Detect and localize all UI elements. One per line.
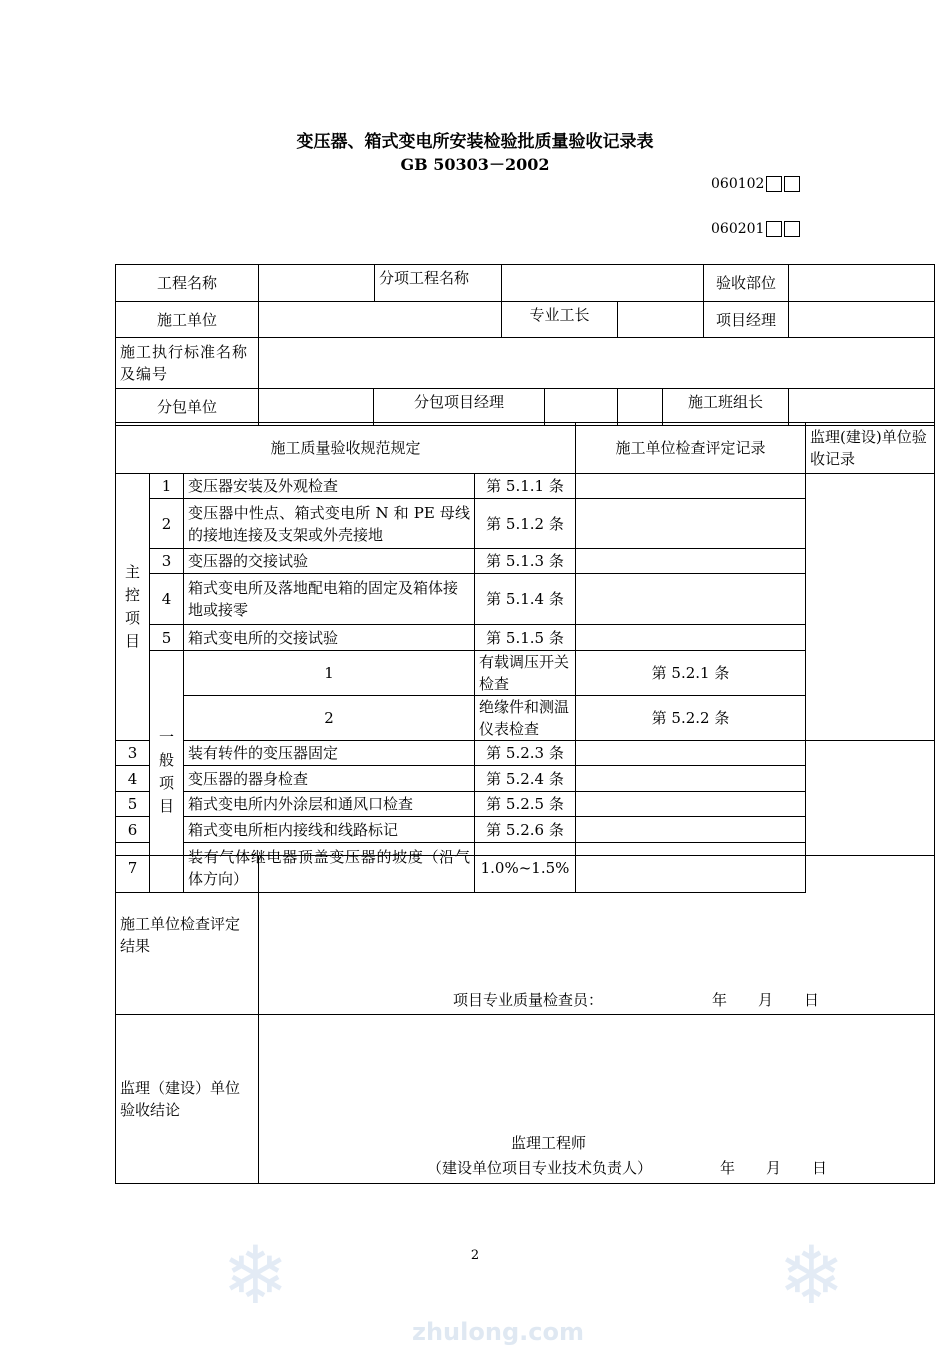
date-day: 日 [804, 991, 820, 1009]
page-number: 2 [470, 1248, 480, 1263]
check-record-cell[interactable] [576, 574, 806, 625]
subcontractor-value[interactable] [259, 389, 374, 426]
conclusion-area[interactable] [259, 1015, 935, 1184]
check-record-cell[interactable] [576, 766, 806, 792]
watermark-snowflake-icon-right: ❄ [778, 1229, 846, 1322]
item-description: 装有气体继电器顶盖变压器的坡度（沿气体方向） [184, 843, 475, 893]
item-clause: 1.0%~1.5% [475, 843, 576, 893]
sub-pm-label: 分包项目经理 [374, 389, 618, 426]
pm-label: 项目经理 [704, 302, 789, 338]
check-record-cell[interactable] [576, 549, 806, 574]
item-clause: 第 5.1.4 条 [475, 574, 576, 625]
code-box [766, 221, 782, 237]
conclusion-table [115, 855, 935, 1184]
item-clause: 第 5.2.3 条 [475, 741, 576, 766]
item-description: 绝缘件和测温仪表检查 [475, 696, 576, 741]
item-description: 有载调压开关检查 [475, 651, 576, 696]
item-number: 1 [184, 651, 475, 696]
spec-column-header: 施工质量验收规范规定 [116, 423, 576, 474]
conclusion-label: 监理（建设）单位验收结论 [116, 1015, 259, 1184]
construction-unit-label: 施工单位 [116, 302, 259, 338]
item-number: 3 [150, 549, 184, 574]
item-clause: 第 5.1.5 条 [475, 625, 576, 651]
sub-project-label: 分项工程名称 [379, 269, 470, 287]
standard-value[interactable] [259, 338, 935, 389]
check-result-label: 施工单位检查评定结果 [116, 856, 259, 1015]
item-description: 变压器安装及外观检查 [184, 474, 475, 499]
check-record-cell[interactable] [576, 499, 806, 549]
construction-unit-value[interactable] [259, 302, 618, 338]
item-clause: 第 5.2.4 条 [475, 766, 576, 792]
supervision-column-header: 监理(建设)单位验收记录 [806, 423, 935, 474]
team-leader-label: 施工班组长 [618, 389, 789, 426]
item-number: 2 [150, 499, 184, 549]
item-number: 5 [116, 792, 150, 817]
item-number: 3 [116, 741, 150, 766]
code-box [784, 176, 800, 192]
header-table [115, 264, 935, 426]
inspector-label: 项目专业质量检查员： [453, 991, 604, 1009]
document-title: 变压器、箱式变电所安装检验批质量验收记录表 [296, 132, 654, 152]
code-row-2 [711, 221, 800, 237]
accept-part-value[interactable] [789, 265, 935, 302]
item-clause: 第 5.1.2 条 [475, 499, 576, 549]
check-result-area[interactable] [259, 856, 935, 1015]
item-description: 变压器中性点、箱式变电所 N 和 PE 母线的接地连接及支架或外壳接地 [184, 499, 475, 549]
date-day: 日 [812, 1159, 828, 1177]
date-month: 月 [766, 1159, 782, 1177]
item-clause: 第 5.2.5 条 [475, 792, 576, 817]
pm-value[interactable] [789, 302, 935, 338]
code-box [766, 176, 782, 192]
item-description: 箱式变电所的交接试验 [184, 625, 475, 651]
item-description: 箱式变电所及落地配电箱的固定及箱体接地或接零 [184, 574, 475, 625]
item-clause: 第 5.1.1 条 [475, 474, 576, 499]
item-description: 箱式变电所内外涂层和通风口检查 [184, 792, 475, 817]
item-number: 1 [150, 474, 184, 499]
item-clause: 第 5.2.1 条 [576, 651, 806, 696]
item-number: 6 [116, 817, 150, 843]
project-name-label: 工程名称 [116, 265, 259, 302]
owner-rep-label: （建设单位项目专业技术负责人） [427, 1159, 653, 1177]
general-items-group-label: 一般项目 [150, 651, 184, 893]
main-items-group-label: 主控项目 [116, 474, 150, 741]
item-number: 2 [184, 696, 475, 741]
item-number: 5 [150, 625, 184, 651]
date-month: 月 [758, 991, 774, 1009]
subcontractor-label: 分包单位 [116, 389, 259, 426]
item-clause: 第 5.2.6 条 [475, 817, 576, 843]
items-table [115, 422, 935, 893]
code-row-1 [711, 176, 800, 192]
item-number: 7 [116, 843, 150, 893]
item-clause: 第 5.2.2 条 [576, 696, 806, 741]
code-number: 060102 [711, 176, 765, 192]
engineer-label: 监理工程师 [511, 1134, 587, 1152]
date-year: 年 [720, 1159, 736, 1177]
item-description: 变压器的交接试验 [184, 549, 475, 574]
check-column-header: 施工单位检查评定记录 [576, 423, 806, 474]
supervision-record-main[interactable] [806, 474, 935, 741]
check-record-cell[interactable] [576, 741, 806, 766]
check-record-cell[interactable] [576, 792, 806, 817]
check-record-cell[interactable] [576, 625, 806, 651]
item-description: 装有转件的变压器固定 [184, 741, 475, 766]
date-year: 年 [712, 991, 728, 1009]
watermark-text: zhulong.com [412, 1318, 584, 1346]
item-clause: 第 5.1.3 条 [475, 549, 576, 574]
foreman-label: 专业工长 [529, 306, 590, 324]
check-record-cell[interactable] [576, 817, 806, 843]
standard-code: GB 50303－2002 [400, 155, 550, 174]
foreman-value[interactable] [618, 302, 704, 338]
team-leader-value[interactable] [789, 389, 935, 426]
item-description: 箱式变电所柜内接线和线路标记 [184, 817, 475, 843]
standard-label: 施工执行标准名称及编号 [116, 338, 259, 389]
code-number: 060201 [711, 221, 765, 237]
sub-project-value[interactable] [502, 265, 704, 302]
item-number: 4 [116, 766, 150, 792]
project-name-value[interactable] [259, 265, 502, 302]
item-number: 4 [150, 574, 184, 625]
watermark-snowflake-icon-left: ❄ [222, 1229, 290, 1322]
code-box [784, 221, 800, 237]
check-record-cell[interactable] [576, 474, 806, 499]
item-description: 变压器的器身检查 [184, 766, 475, 792]
accept-part-label: 验收部位 [704, 265, 789, 302]
